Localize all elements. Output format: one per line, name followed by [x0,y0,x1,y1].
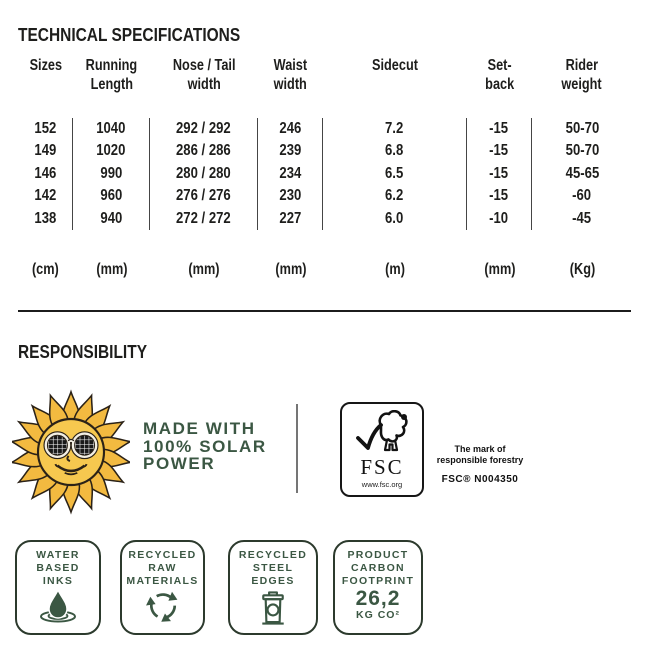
solar-line-2: 100% SOLAR [143,436,267,456]
col-header-setback: Set- back [485,57,514,93]
section-divider [18,310,631,312]
water-drop-icon [36,589,80,623]
badge-recycled-steel-edges [228,540,318,635]
unit-label: (mm) [95,261,128,278]
spec-cell: 1020 [73,140,150,162]
spec-cell: 286 / 286 [150,140,258,162]
unit-label: (mm) [483,261,516,278]
spec-cell: 234 [258,163,323,185]
fsc-mark-text [418,444,542,485]
spec-cell: 50-70 [565,142,599,160]
responsibility-title: RESPONSIBILITY [18,342,148,362]
spec-cell: -60 [572,187,592,205]
badge-recycled-raw-materials [120,540,205,635]
spec-table-body [18,118,632,230]
spec-cell: 50-70 [565,120,599,137]
spec-cell: 6.5 [323,163,467,185]
col-header-sizes: Sizes [29,57,62,74]
fsc-acronym: FSC [360,455,404,479]
spec-cell: 940 [73,208,150,230]
badge-label: RECYCLED RAW MATERIALS [126,549,199,587]
spec-cell: -10 [467,208,532,230]
spec-cell: 6.2 [323,185,467,207]
badge-water-based-inks [15,540,101,635]
spec-cell: 239 [258,140,323,162]
spec-cell: 146 [18,163,73,185]
spec-cell: 7.2 [323,118,467,140]
tech-specs-title: TECHNICAL SPECIFICATIONS [18,25,241,45]
spec-cell: 6.8 [323,140,467,162]
spec-cell: 138 [18,208,73,230]
carbon-footprint-value: 26,2 [355,587,401,611]
col-header-waist-width: Waist width [273,57,308,93]
spec-cell: 276 / 276 [150,185,258,207]
spec-cell: 246 [258,118,323,140]
carbon-footprint-unit: KG CO² [356,609,400,622]
spec-cell: 6.0 [323,208,467,230]
spec-cell: 280 / 280 [150,163,258,185]
spec-cell: -45 [572,209,592,227]
badge-label: PRODUCT CARBON FOOTPRINT [341,549,415,587]
spec-cell: 152 [18,118,73,140]
fsc-label [340,402,424,497]
spec-table-header [18,57,632,94]
spec-cell: 142 [18,185,73,207]
unit-label: (cm) [32,261,59,278]
sun-with-sunglasses-icon [12,386,130,523]
unit-label: (mm) [274,261,307,278]
vertical-divider [296,404,298,493]
col-header-sidecut: Sidecut [372,57,418,74]
solar-line-3: POWER [143,454,216,474]
fsc-mark-line-1: The mark of [454,444,506,454]
solar-line-1: MADE WITH [143,419,256,438]
spec-table-units [18,261,632,279]
fsc-mark-line-2: responsible forestry [436,454,524,465]
fsc-url: www.fsc.org [361,480,403,489]
spec-cell: -15 [467,163,532,185]
recycle-arrows-icon [144,589,182,625]
spec-cell: 272 / 272 [150,208,258,230]
spec-cell: 1040 [73,118,150,140]
col-header-nose-tail-width: Nose / Tail width [172,57,236,93]
spec-cell: 230 [258,185,323,207]
fsc-check-tree-icon [354,410,410,456]
col-header-rider-weight: Rider weight [561,57,603,93]
spec-cell: 292 / 292 [150,118,258,140]
spec-cell: -15 [467,140,532,162]
spec-cell: 45-65 [565,164,599,182]
fsc-license-code: FSC® N004350 [441,474,519,485]
spec-cell: 149 [18,140,73,162]
col-header-running-length: Running Length [85,57,138,93]
spec-cell: 960 [73,185,150,207]
badge-carbon-footprint [333,540,423,635]
spec-cell: 990 [73,163,150,185]
spec-cell: -15 [467,118,532,140]
unit-label: (mm) [188,261,220,278]
trash-bin-icon [255,589,291,626]
badge-label: WATER BASED INKS [36,549,80,587]
solar-power-claim [143,420,267,473]
spec-cell: 227 [258,208,323,230]
unit-label: (Kg) [569,261,595,278]
unit-label: (m) [385,261,405,278]
spec-cell: -15 [467,185,532,207]
badge-label: RECYCLED STEEL EDGES [238,549,308,587]
